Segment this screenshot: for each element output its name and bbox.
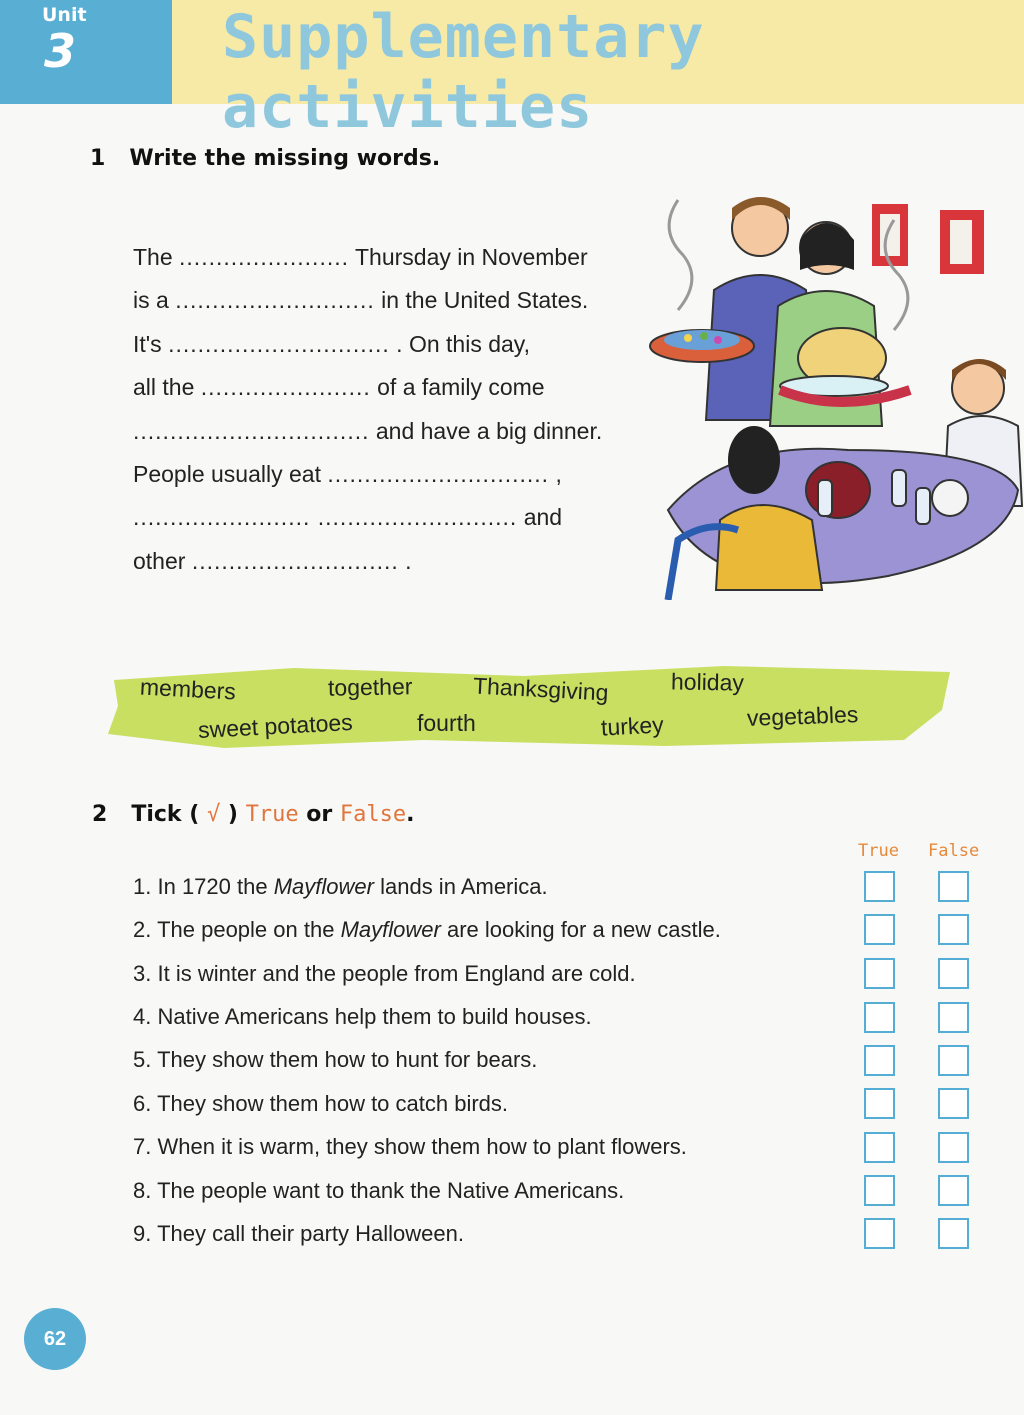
statement-number: 2.: [133, 917, 152, 942]
gap-fill-blank[interactable]: ........................ ...........................: [133, 504, 518, 530]
true-checkbox[interactable]: [864, 914, 895, 945]
word-bank-item: turkey: [600, 711, 665, 741]
word-bank-item: fourth: [417, 710, 476, 736]
gap-fill-text-after: . On this day,: [396, 331, 530, 357]
statement-text: They call their party Halloween.: [157, 1221, 464, 1246]
gap-fill-text-before: all the: [133, 374, 195, 400]
gap-fill-text-before: other: [133, 548, 186, 574]
page-header: [0, 0, 1024, 142]
statement-number: 8.: [133, 1178, 152, 1203]
statement-row: [133, 1004, 592, 1030]
gap-fill-line: [133, 461, 562, 488]
word-bank-item: members: [139, 673, 237, 705]
gap-fill-blank[interactable]: ..............................: [327, 461, 550, 487]
paren-close: ): [227, 802, 238, 827]
tick-mark-icon: √: [206, 802, 221, 827]
gap-fill-text-after: ,: [555, 461, 562, 487]
exercise-2-heading: [92, 802, 415, 827]
true-checkbox[interactable]: [864, 1218, 895, 1249]
gap-fill-blank[interactable]: ...........................: [175, 287, 375, 313]
statement-row: [133, 917, 721, 943]
statement-number: 7.: [133, 1134, 152, 1159]
true-word: True: [245, 802, 299, 827]
gap-fill-line: [133, 374, 545, 401]
gap-fill-blank[interactable]: .......................: [179, 244, 350, 270]
word-bank-item: sweet potatoes: [197, 708, 354, 744]
true-checkbox[interactable]: [864, 1132, 895, 1163]
statement-number: 5.: [133, 1047, 152, 1072]
false-checkbox[interactable]: [938, 1132, 969, 1163]
gap-fill-blank[interactable]: ............................: [191, 548, 399, 574]
tick-label: Tick: [131, 802, 182, 827]
statement-text: They show them how to hunt for bears.: [157, 1047, 538, 1072]
false-checkbox[interactable]: [938, 1088, 969, 1119]
heading-period: .: [406, 802, 415, 827]
statement-row: [133, 1134, 687, 1160]
statement-row: [133, 1091, 508, 1117]
gap-fill-line: [133, 504, 562, 531]
gap-fill-text-before: It's: [133, 331, 162, 357]
gap-fill-text-after: in the United States.: [381, 287, 589, 313]
statement-text: In 1720 the: [157, 874, 268, 899]
statement-text: The people on the: [157, 917, 335, 942]
gap-fill-text-before: is a: [133, 287, 169, 313]
gap-fill-text-before: People usually eat: [133, 461, 321, 487]
false-checkbox[interactable]: [938, 958, 969, 989]
statement-number: 3.: [133, 961, 152, 986]
gap-fill-line: [133, 244, 588, 271]
gap-fill-text-after: and: [523, 504, 563, 530]
gap-fill-blank[interactable]: ................................: [133, 418, 370, 444]
word-bank-item: together: [327, 673, 413, 701]
word-bank-item: holiday: [670, 668, 745, 696]
gap-fill-text-before: The: [133, 244, 173, 270]
false-word: False: [339, 802, 407, 827]
gap-fill-text-after: .: [405, 548, 412, 574]
false-checkbox[interactable]: [938, 1175, 969, 1206]
statement-row: [133, 1221, 464, 1247]
or-word: or: [306, 802, 333, 827]
gap-fill-text-after: Thursday in November: [355, 244, 588, 270]
statement-row: [133, 874, 548, 900]
statement-text: It is winter and the people from England are cold.: [157, 961, 636, 986]
exercise-1-instruction: Write the missing words.: [129, 146, 441, 171]
true-checkbox[interactable]: [864, 1002, 895, 1033]
word-bank-item: Thanksgiving: [472, 672, 610, 706]
statement-row: [133, 1047, 537, 1073]
statement-number: 4.: [133, 1004, 152, 1029]
statement-number: 9.: [133, 1221, 152, 1246]
unit-badge: [0, 0, 172, 104]
statement-number: 1.: [133, 874, 152, 899]
statement-text: When it is warm, they show them how to plant flowers.: [157, 1134, 687, 1159]
statement-text-after: are looking for a new castle.: [446, 917, 721, 942]
exercise-2-number: 2: [92, 802, 108, 827]
true-checkbox[interactable]: [864, 958, 895, 989]
word-bank-item: vegetables: [746, 701, 859, 731]
false-checkbox[interactable]: [938, 871, 969, 902]
unit-number: 3: [44, 24, 77, 78]
true-checkbox[interactable]: [864, 1175, 895, 1206]
gap-fill-line: [133, 287, 588, 314]
gap-fill-blank[interactable]: .......................: [200, 374, 371, 400]
gap-fill-line: [133, 548, 412, 575]
true-checkbox[interactable]: [864, 1045, 895, 1076]
true-checkbox[interactable]: [864, 1088, 895, 1119]
thanksgiving-dinner-illustration: [628, 190, 1024, 600]
gap-fill-text-after: and have a big dinner.: [375, 418, 603, 444]
gap-fill-line: [133, 331, 530, 358]
false-checkbox[interactable]: [938, 914, 969, 945]
statement-text-after: lands in America.: [380, 874, 548, 899]
statement-emphasis: Mayflower: [340, 917, 441, 942]
statement-emphasis: Mayflower: [273, 874, 374, 899]
column-header-true: True: [858, 841, 899, 861]
gap-fill-blank[interactable]: ..............................: [168, 331, 390, 357]
exercise-1-number: 1: [90, 146, 106, 171]
false-checkbox[interactable]: [938, 1218, 969, 1249]
statement-row: [133, 1178, 624, 1204]
page-title: Supplementary activities: [222, 2, 705, 142]
statement-number: 6.: [133, 1091, 152, 1116]
true-checkbox[interactable]: [864, 871, 895, 902]
exercise-1-heading: [90, 146, 440, 171]
gap-fill-text-after: of a family come: [377, 374, 545, 400]
statement-row: [133, 961, 636, 987]
page-number: 62: [24, 1308, 86, 1370]
statement-text: The people want to thank the Native Americans.: [157, 1178, 625, 1203]
false-checkbox[interactable]: [938, 1002, 969, 1033]
statement-text: They show them how to catch birds.: [157, 1091, 509, 1116]
unit-label: Unit: [42, 4, 87, 26]
gap-fill-line: [133, 418, 602, 445]
paren-open: (: [189, 802, 200, 827]
false-checkbox[interactable]: [938, 1045, 969, 1076]
column-header-false: False: [928, 841, 980, 861]
statement-text: Native Americans help them to build houses.: [157, 1004, 592, 1029]
